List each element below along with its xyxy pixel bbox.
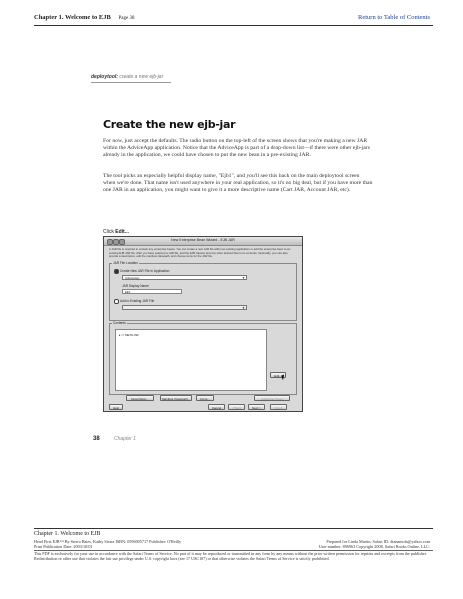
page-number: 38 bbox=[93, 436, 100, 442]
add-existing-radio[interactable] bbox=[114, 299, 119, 304]
footer-title: Chapter 1. Welcome to EJB bbox=[34, 531, 101, 537]
add-existing-label: Add to Existing JAR File bbox=[120, 298, 155, 303]
section-heading: Create the new ejb-jar bbox=[103, 118, 236, 131]
footer-print-date: Print Publication Date: 2003/10/01 bbox=[34, 544, 93, 549]
chevron-down-icon: ▼ bbox=[242, 306, 245, 310]
tree-item-label: META-INF bbox=[125, 333, 139, 337]
footer-divider bbox=[34, 528, 433, 529]
breadcrumb-tool: deploytool: bbox=[91, 74, 118, 80]
footer-user-number: User number: 896963 Copyright 2008, Safari Books Online, LLC. bbox=[318, 544, 430, 549]
edit-button[interactable]: Edit... bbox=[270, 372, 286, 378]
display-name-input[interactable]: Ejb1 bbox=[122, 289, 182, 294]
window-title: New Enterprise Bean Wizard - EJB JAR bbox=[171, 238, 235, 242]
footer-legal: This PDF is exclusively for your use in accordance with the Safari Terms of Service. No part of it may be reproduced or transmitted in any form by any means without the prior written permission for reprints and excerpts from the publisher. Redistribution or other use that violates the fair use privilege under U.S. copyright laws (see 17 USC107) or that otherwise violates the Safari Terms of Service is strictly prohibited. bbox=[34, 551, 427, 561]
section-breadcrumb bbox=[91, 74, 163, 80]
toc-link[interactable]: Return to Table of Contents bbox=[358, 14, 430, 21]
wizard-intro: A JAR file is required to contain any enterprise beans. You can create a new JAR file within an existing application or add the enterprise bean to an existing EJB JAR file. After you have selected a JAR file, add the EJB classes and any other desired files to its contents. Optionally, you can also provide a description, edit the manifest classpath, and choose icons for the JAR file. bbox=[109, 248, 291, 259]
icons-button[interactable]: Icons... bbox=[196, 395, 214, 401]
click-target: Edit... bbox=[115, 229, 129, 235]
chevron-down-icon: ▼ bbox=[242, 276, 245, 280]
next-button[interactable]: Next > bbox=[248, 404, 265, 410]
folder-icon: ▸ ▭ bbox=[119, 333, 125, 337]
window-titlebar bbox=[104, 237, 302, 246]
footer-prepared-for: Prepared for Linda Martin, Safari ID: dianamola@yahoo.com bbox=[326, 539, 430, 544]
footer-book-info: Head First EJB™ By Sierra Bates, Kathy Sierra ISBN: 0596005717 Publisher: O'Reilly bbox=[34, 539, 182, 544]
chapter-title: Chapter 1. Welcome to EJB bbox=[34, 14, 111, 21]
page-label: Page 38 bbox=[118, 16, 135, 21]
cancel-button[interactable]: Cancel bbox=[208, 404, 225, 410]
back-button[interactable]: < Back bbox=[228, 404, 245, 410]
jar-location-group bbox=[109, 263, 297, 321]
contents-tree[interactable] bbox=[115, 329, 267, 391]
contents-label: Contents bbox=[113, 321, 126, 325]
breadcrumb-subtitle: create a new ejb-jar bbox=[119, 74, 164, 80]
create-jar-label: Create New JAR File in Application bbox=[120, 268, 170, 273]
paragraph-1: For now, just accept the defaults. The radio button on the top-left of the screen shows that you're making a new JAR within the AdviceApp application. Notice that the AdviceApp is part of a drop-down list—if there were other ejb-jars already in the application, we could have chosen to put the new bean in a pre-existing JAR. bbox=[103, 138, 370, 159]
existing-jar-select[interactable] bbox=[122, 305, 247, 310]
help-button[interactable]: Help bbox=[109, 404, 123, 410]
manifest-classpath-button[interactable]: Manifest Classpath... bbox=[161, 397, 190, 401]
page-chapter: Chapter 1 bbox=[114, 436, 136, 442]
header-divider bbox=[34, 25, 433, 26]
breadcrumb-divider bbox=[91, 82, 171, 83]
jar-location-label: JAR File Location bbox=[113, 261, 138, 265]
application-select[interactable] bbox=[122, 275, 247, 280]
finish-button[interactable]: Finish bbox=[270, 404, 287, 410]
description-button[interactable]: Description... bbox=[126, 395, 154, 401]
running-header bbox=[34, 14, 134, 21]
display-name-label: JAR Display Name bbox=[122, 284, 149, 288]
click-instruction bbox=[103, 229, 129, 235]
paragraph-2: The tool picks an especially helpful display name, "Ejb1", and you'll see this back on the main deploytool screen when we're done. That name isn't used anywhere in your real application, so it's no big deal, but if you have more than one JAR in an application, you might want to give it a more descriptive name (Cart JAR, Account JAR, etc). bbox=[103, 173, 373, 194]
contents-group bbox=[109, 323, 297, 395]
wizard-screenshot bbox=[103, 236, 303, 412]
click-prefix: Click bbox=[103, 229, 116, 235]
application-select-value: AdviceApp bbox=[125, 276, 140, 280]
create-jar-radio[interactable] bbox=[114, 269, 119, 274]
tree-item[interactable] bbox=[119, 333, 139, 337]
additional-sheet-button[interactable]: Additional Sheet bbox=[254, 395, 290, 401]
